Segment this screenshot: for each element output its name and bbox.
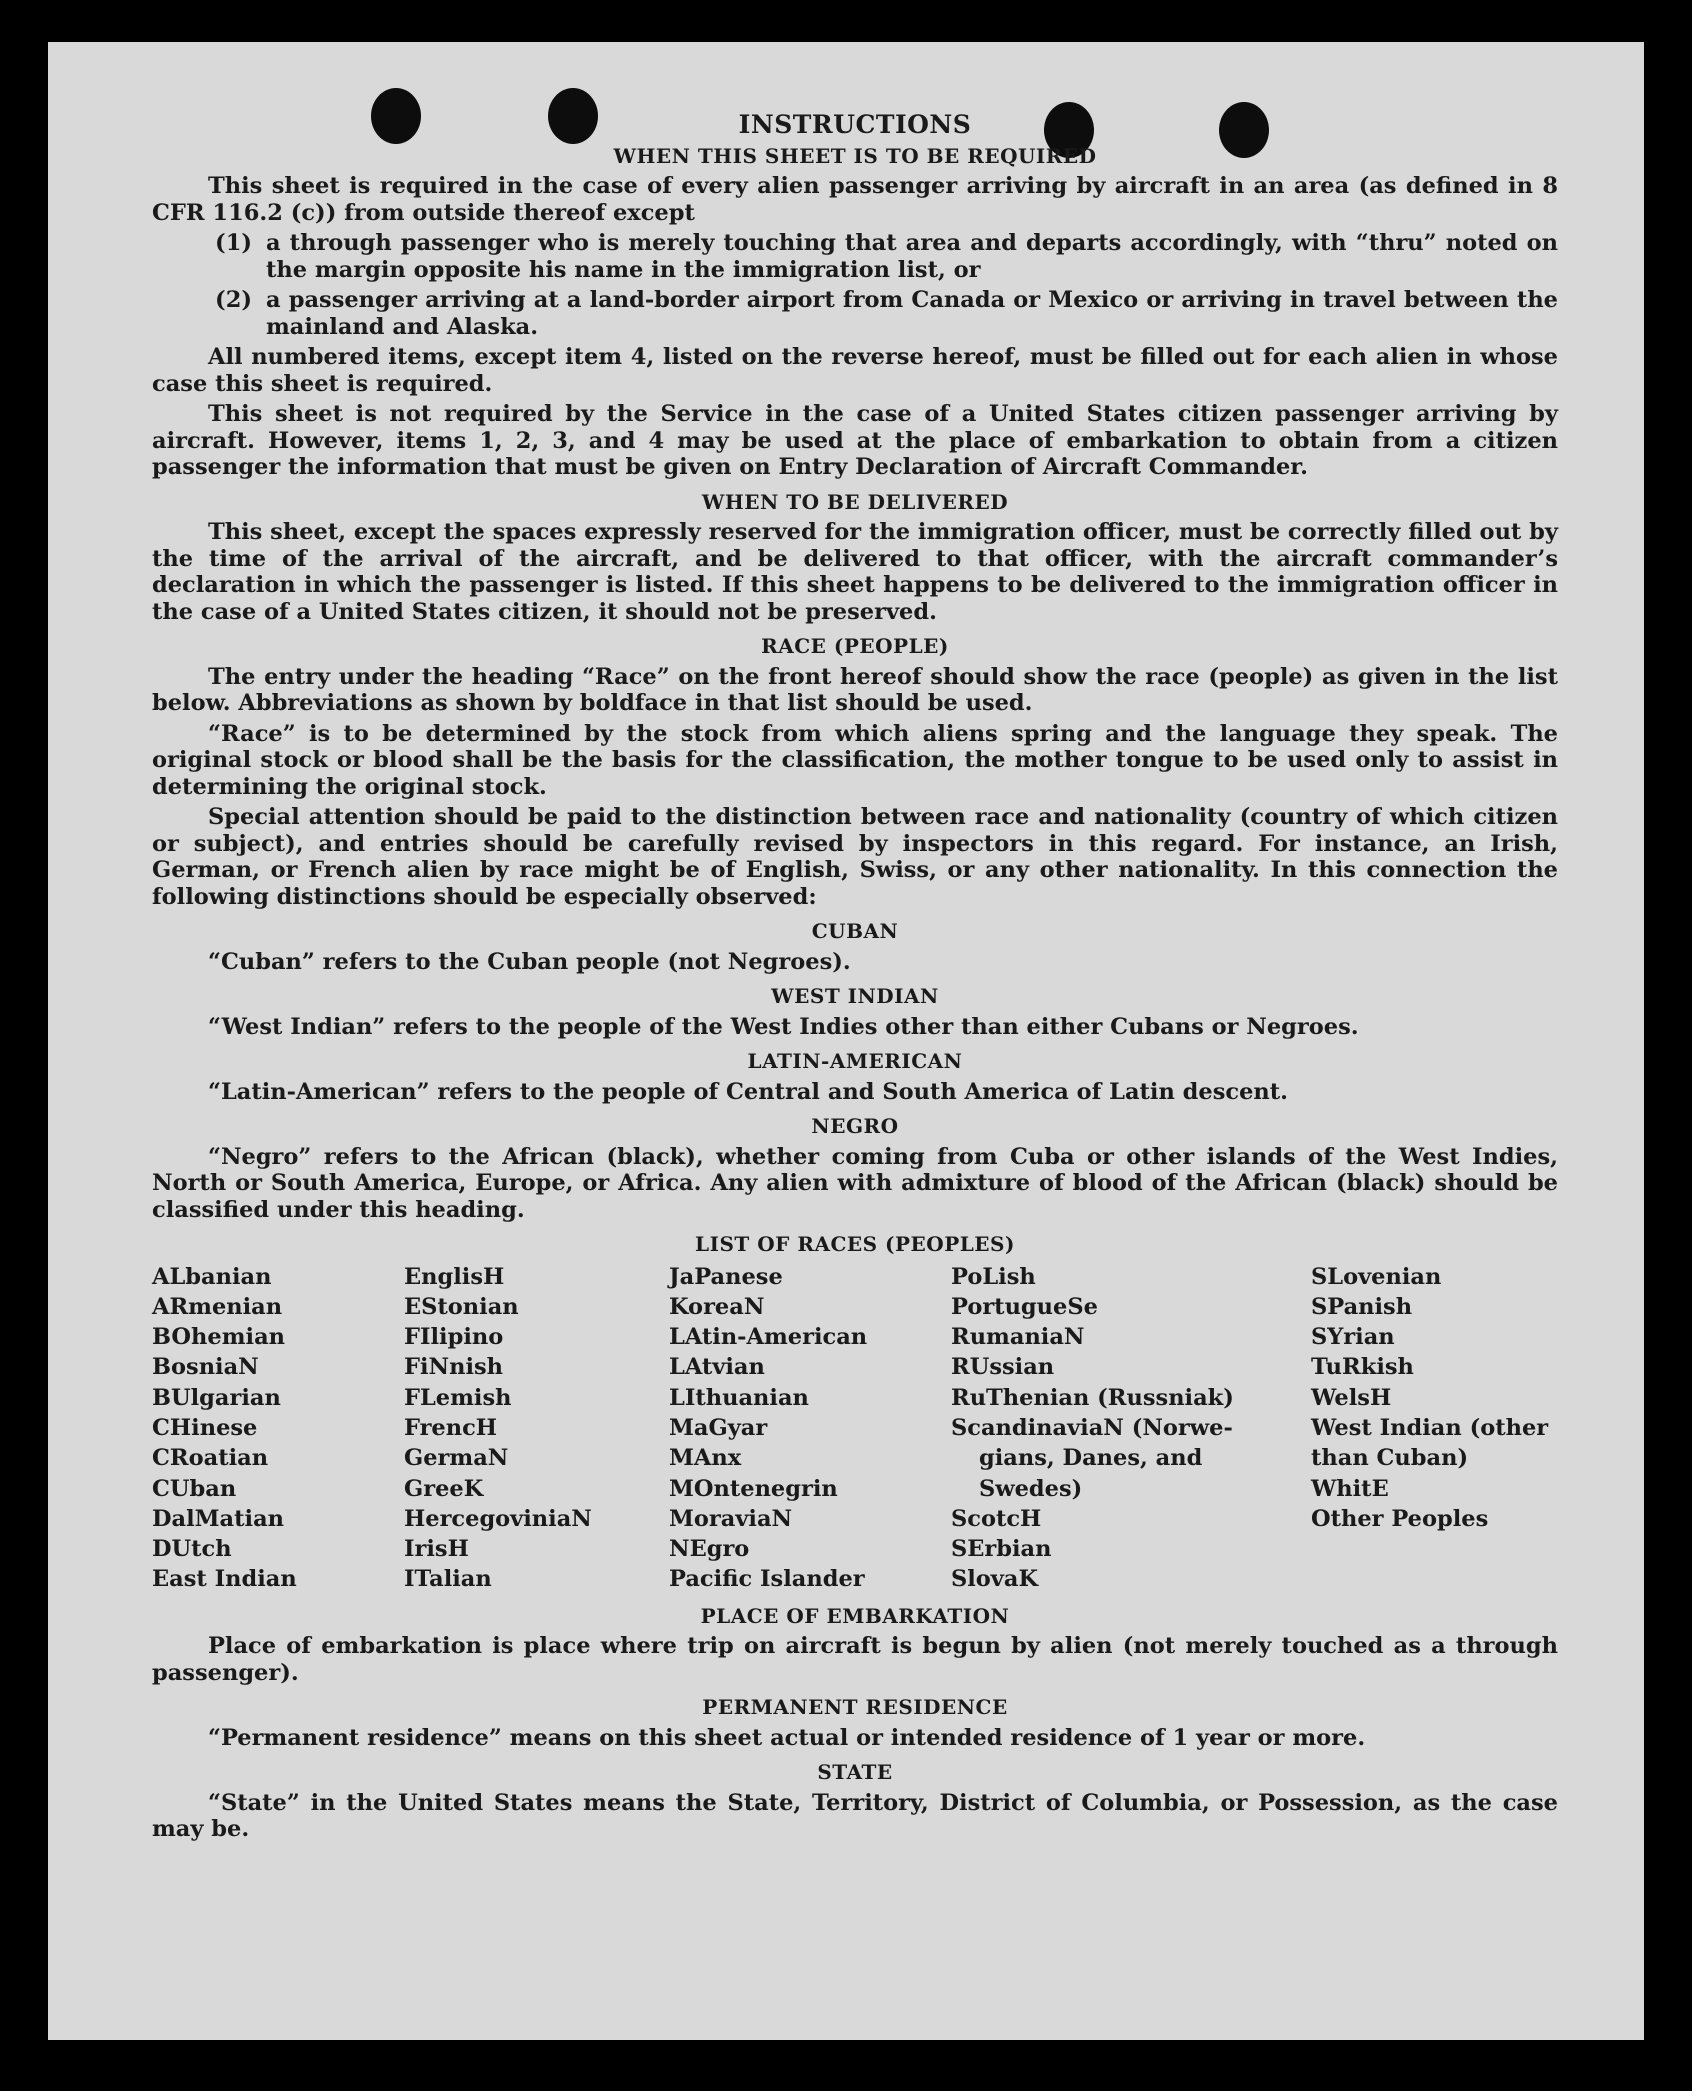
race-entry: RUssian <box>951 1354 1055 1381</box>
race-entry: BosniaN <box>152 1354 259 1381</box>
race-entry: East Indian <box>152 1566 297 1593</box>
section-heading: WEST INDIAN <box>771 984 939 1008</box>
race-entry: ScotcH <box>951 1505 1042 1532</box>
paragraph: “Negro” refers to the African (black), whether coming from Cuba or other islands of the West Indies, North or South America, Europe, or Africa. Any alien with admixture of blood of the African (black) should be classified under this heading. <box>152 1143 1558 1223</box>
race-entry: SlovaK <box>951 1566 1039 1593</box>
races-column-2 <box>404 1262 669 1595</box>
race-entry: West Indian (other <box>1311 1414 1549 1441</box>
race-entry: FrencH <box>404 1414 498 1441</box>
race-entry: EStonian <box>404 1293 519 1320</box>
item-number: (2) <box>215 287 252 313</box>
race-entry: IrisH <box>404 1536 469 1563</box>
race-entry: LAtin-American <box>669 1324 868 1351</box>
race-entry: PoLish <box>951 1263 1036 1290</box>
paragraph: “Latin-American” refers to the people of Central and South America of Latin descent. <box>208 1078 1288 1105</box>
race-entry: LAtvian <box>669 1354 765 1381</box>
race-entry: CHinese <box>152 1414 258 1441</box>
section-heading: LIST OF RACES (PEOPLES) <box>695 1232 1015 1256</box>
race-entry: SPanish <box>1311 1293 1413 1320</box>
race-entry: BUlgarian <box>152 1384 281 1411</box>
race-entry: PortugueSe <box>951 1293 1098 1320</box>
section-heading: STATE <box>817 1760 893 1785</box>
item-text: a passenger arriving at a land-border airport from Canada or Mexico or arriving in travel between the mainland and Alaska. <box>266 287 1558 340</box>
race-entry: GreeK <box>404 1475 484 1502</box>
race-entry: FIlipino <box>404 1324 504 1351</box>
race-entry: HercegoviniaN <box>404 1505 592 1532</box>
paragraph: This sheet, except the spaces expressly reserved for the immigration officer, must be correctly filled out by the time of the arrival of the aircraft, and be delivered to that officer, with the aircraft commander’s declaration in which the passenger is listed. If this sheet happens to be delivered to the immigration officer in the case of a United States citizen, it should not be preserved. <box>152 519 1558 625</box>
race-entry: ITalian <box>404 1566 492 1593</box>
race-entry: SErbian <box>951 1536 1052 1563</box>
paragraph: Special attention should be paid to the distinction between race and nationality (country of which citizen or subject), and entries should be carefully revised by inspectors in this regard. For instance, an Irish, German, or French alien by race might be of English, Swiss, or any other nationality. In this connection the following distinctions should be especially observed: <box>152 804 1558 910</box>
section-heading: NEGRO <box>811 1114 899 1138</box>
page-title: INSTRUCTIONS <box>738 110 972 139</box>
paragraph: “State” in the United States means the State, Territory, District of Columbia, or Possession, as the case may be. <box>152 1789 1558 1843</box>
race-entry: CUban <box>152 1475 237 1502</box>
race-entry: KoreaN <box>669 1293 765 1320</box>
race-entry: MoraviaN <box>669 1505 793 1532</box>
races-column-5 <box>1311 1262 1558 1595</box>
list-item <box>152 230 1558 283</box>
race-entry: RumaniaN <box>951 1324 1085 1351</box>
race-entry: MaGyar <box>669 1414 768 1441</box>
race-entry: BOhemian <box>152 1324 286 1351</box>
section-heading: WHEN TO BE DELIVERED <box>701 489 1009 514</box>
race-entry: Other Peoples <box>1311 1505 1489 1532</box>
race-entry: WelsH <box>1311 1384 1392 1411</box>
race-entry: ALbanian <box>152 1263 272 1290</box>
item-number: (1) <box>215 230 252 256</box>
paragraph: This sheet is required in the case of every alien passenger arriving by aircraft in an area (as defined in 8 CFR 116.2 (c)) from outside thereof except <box>152 173 1558 226</box>
paragraph: Place of embarkation is place where trip on aircraft is begun by alien (not merely touched as a through passenger). <box>152 1633 1558 1686</box>
race-entry: ARmenian <box>152 1293 283 1320</box>
race-entry: DUtch <box>152 1536 232 1563</box>
race-entry: MAnx <box>669 1445 742 1472</box>
race-entry: SYrian <box>1311 1324 1395 1351</box>
section-heading: CUBAN <box>811 919 899 943</box>
race-entry: MOntenegrin <box>669 1475 838 1502</box>
race-entry: LIthuanian <box>669 1384 809 1411</box>
race-entry: EnglisH <box>404 1263 505 1290</box>
race-entry: FiNnish <box>404 1354 504 1381</box>
section-heading: WHEN THIS SHEET IS TO BE REQUIRED <box>613 143 1097 168</box>
paragraph: “Race” is to be determined by the stock from which aliens spring and the language they speak. The original stock or blood shall be the basis for the classification, the mother tongue to be used only to assist in determining the original stock. <box>152 720 1558 800</box>
list-item <box>152 287 1558 340</box>
paragraph: All numbered items, except item 4, listed on the reverse hereof, must be filled out for each alien in whose case this sheet is required. <box>152 344 1558 397</box>
instructions-content <box>152 112 1558 1847</box>
races-column-3 <box>669 1262 951 1595</box>
item-text: a through passenger who is merely touching that area and departs accordingly, with “thru” noted on the margin opposite his name in the immigration list, or <box>266 230 1558 283</box>
race-entry: Swedes) <box>979 1475 1083 1502</box>
race-entry: SLovenian <box>1311 1263 1442 1290</box>
race-entry: WhitE <box>1311 1475 1389 1502</box>
race-entry: NEgro <box>669 1536 750 1563</box>
race-entry: TuRkish <box>1311 1354 1414 1381</box>
paragraph: “Cuban” refers to the Cuban people (not Negroes). <box>208 948 851 975</box>
section-heading: PLACE OF EMBARKATION <box>700 1603 1010 1628</box>
race-entry: FLemish <box>404 1384 512 1411</box>
race-entry: RuThenian (Russniak) <box>951 1384 1234 1411</box>
paragraph: This sheet is not required by the Service in the case of a United States citizen passenger arriving by aircraft. However, items 1, 2, 3, and 4 may be used at the place of embarkation to obtain from a citizen passenger the information that must be given on Entry Declaration of Aircraft Commander. <box>152 401 1558 480</box>
race-entry: CRoatian <box>152 1445 269 1472</box>
race-entry: JaPanese <box>669 1263 783 1290</box>
races-list <box>152 1262 1558 1595</box>
section-heading: RACE (PEOPLE) <box>761 634 949 658</box>
race-entry: than Cuban) <box>1311 1445 1469 1472</box>
race-entry: gians, Danes, and <box>979 1445 1203 1472</box>
section-heading: PERMANENT RESIDENCE <box>702 1695 1008 1720</box>
paragraph: The entry under the heading “Race” on the front hereof should show the race (people) as given in the list below. Abbreviations as shown by boldface in that list should be used. <box>152 663 1558 716</box>
race-entry: Pacific Islander <box>669 1566 865 1593</box>
paragraph: “Permanent residence” means on this sheet actual or intended residence of 1 year or more. <box>208 1724 1366 1751</box>
race-entry: ScandinaviaN (Norwe- <box>951 1414 1233 1441</box>
race-entry: DalMatian <box>152 1505 285 1532</box>
races-column-1 <box>152 1262 404 1595</box>
paragraph: “West Indian” refers to the people of the West Indies other than either Cubans or Negroes. <box>208 1013 1359 1040</box>
races-column-4 <box>951 1262 1311 1595</box>
section-heading: LATIN-AMERICAN <box>747 1049 963 1073</box>
race-entry: GermaN <box>404 1445 509 1472</box>
